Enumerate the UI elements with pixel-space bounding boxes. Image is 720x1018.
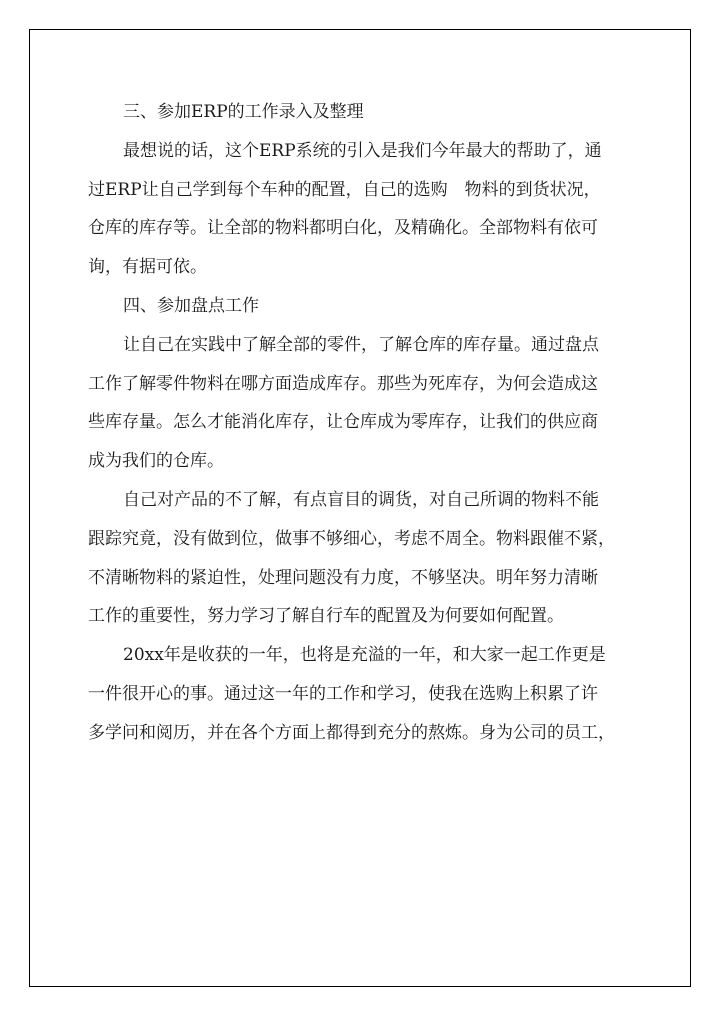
text-line: 让自己在实践中了解全部的零件，了解仓库的库存量。通过盘点 [123,334,599,355]
paragraph-line [88,326,634,365]
paragraph-line [88,597,634,636]
text-line: 跟踪究竟，没有做到位，做事不够细心，考虑不周全。物料跟催不紧， [88,528,615,549]
text-line: 四、参加盘点工作 [123,295,259,316]
text-line: 多学问和阅历，并在各个方面上都得到充分的熬炼。身为公司的员工， [88,722,615,743]
paragraph-line [88,248,634,287]
text-line: 过ERP让自己学到每个车种的配置，自己的选购 物料的到货状况， [88,179,601,200]
text-line: 不清晰物料的紧迫性，处理问题没有力度，不够坚决。明年努力清晰 [88,567,598,588]
paragraph-line [88,636,634,675]
text-line: 些库存量。怎么才能消化库存，让仓库成为零库存，让我们的供应商 [88,412,598,433]
paragraph-line [88,675,634,714]
text-line: 三、参加ERP的工作录入及整理 [123,102,364,122]
paragraph-line [88,442,634,481]
paragraph-line [88,171,634,210]
text-line: 自己对产品的不了解，有点盲目的调货，对自己所调的物料不能 [123,489,599,510]
text-line: 成为我们的仓库。 [88,451,224,472]
section-heading-4 [88,287,634,326]
paragraph-line [88,132,634,171]
text-line: 仓库的库存等。让全部的物料都明白化，及精确化。全部物料有依可 [88,218,598,239]
section-heading-3 [88,93,634,132]
text-line: 20xx年是收获的一年，也将是充溢的一年，和大家一起工作更是 [123,645,606,666]
text-line: 工作了解零件物料在哪方面造成库存。那些为死库存，为何会造成这 [88,373,598,394]
paragraph-line [88,520,634,559]
paragraph-line [88,714,634,753]
text-line: 最想说的话，这个ERP系统的引入是我们今年最大的帮助了，通 [123,140,602,161]
document-body [88,93,634,753]
text-line: 询，有据可依。 [88,257,207,278]
paragraph-line [88,403,634,442]
paragraph-line [88,559,634,598]
paragraph-line [88,481,634,520]
text-line: 工作的重要性，努力学习了解自行车的配置及为何要如何配置。 [88,606,564,627]
paragraph-line [88,365,634,404]
text-line: 一件很开心的事。通过这一年的工作和学习，使我在选购上积累了许 [88,683,598,704]
paragraph-line [88,209,634,248]
